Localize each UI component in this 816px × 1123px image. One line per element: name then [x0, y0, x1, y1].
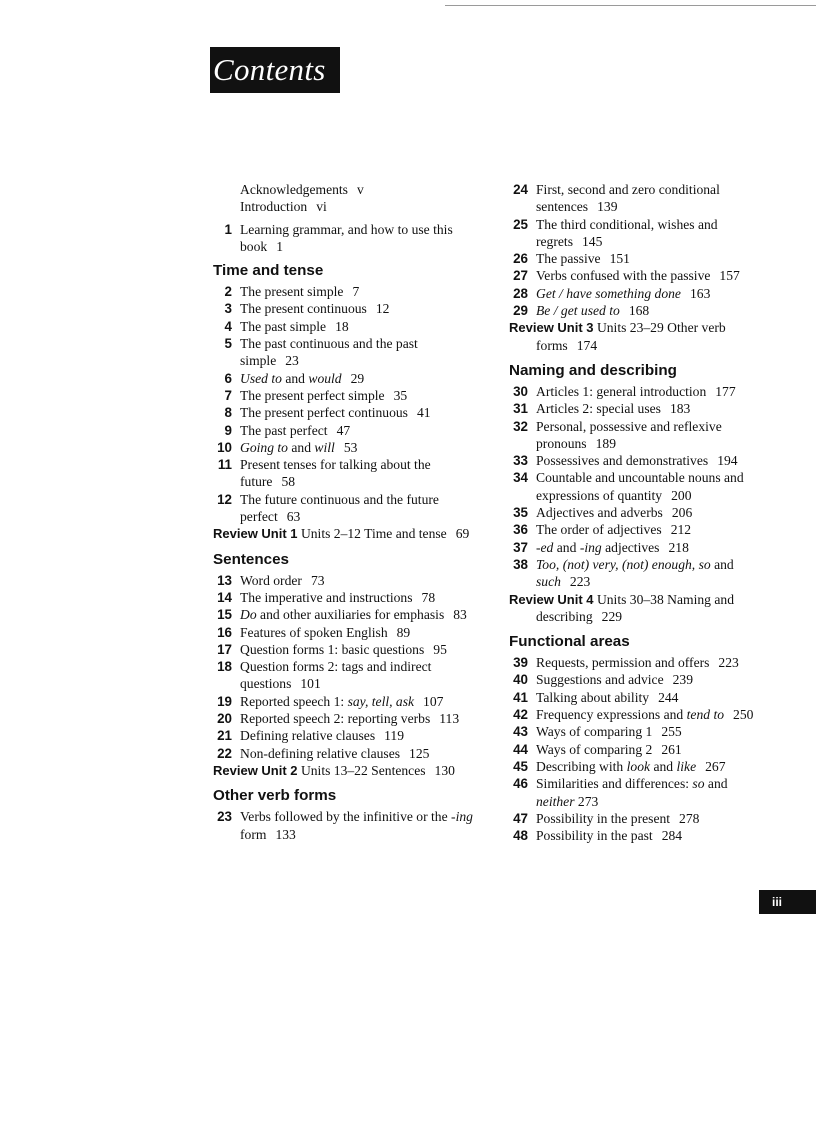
toc-entry-21: 21 Defining relative clauses 119: [217, 728, 405, 744]
prelim-acknowledgements: Acknowledgements v: [240, 182, 364, 197]
toc-entry-29: 29 Be / get used to 168: [513, 303, 650, 319]
toc-entry-44: 44 Ways of comparing 2 261: [513, 741, 682, 757]
toc-entry-23: 23 Verbs followed by the infinitive or the -ing form 133: [217, 809, 473, 842]
toc-entry-7: 7 The present perfect simple 35: [224, 387, 408, 403]
section-heading-naming-and-describing: Naming and describing: [509, 361, 677, 379]
toc-entry-3: 3 The present continuous 12: [224, 301, 390, 317]
toc-entry-36: 36 The order of adjectives 212: [513, 522, 692, 538]
toc-entry-47: 47 Possibility in the present 278: [513, 810, 700, 826]
toc-entry-46: 46 Similarities and differences: so and neither 273: [513, 776, 728, 809]
toc-entry-42: 42 Frequency expressions and tend to 250: [513, 707, 754, 723]
toc-entry-39: 39 Requests, permission and offers 223: [513, 655, 739, 671]
toc-entry-8: 8 The present perfect continuous 41: [224, 405, 431, 421]
toc-entry-9: 9 The past perfect 47: [224, 422, 351, 438]
toc-entry-13: 13 Word order 73: [217, 572, 325, 588]
toc-entry-35: 35 Adjectives and adverbs 206: [513, 505, 693, 521]
toc-entry-26: 26 The passive 151: [513, 251, 630, 267]
toc-entry-16: 16 Features of spoken English 89: [217, 624, 411, 640]
toc-entry-12: 12 The future continuous and the future perfect 63: [217, 491, 439, 525]
toc-entry-43: 43 Ways of comparing 1 255: [513, 724, 682, 740]
toc-entry-34: 34 Countable and uncountable nouns and expressions of quantity 200: [513, 470, 744, 503]
toc-entry-10: 10 Going to and will 53: [217, 439, 358, 455]
page-title: Contents: [210, 47, 340, 93]
toc-entry-25: 25 The third conditional, wishes and regrets 145: [513, 216, 718, 249]
toc-entry-20: 20 Reported speech 2: reporting verbs 113: [217, 711, 460, 727]
toc-entry-32: 32 Personal, possessive and reflexive pronouns 189: [513, 418, 722, 451]
toc-entry-14: 14 The imperative and instructions 78: [217, 589, 436, 605]
toc-entry-5: 5 The past continuous and the past simple 23: [224, 336, 418, 369]
toc-entry-48: 48 Possibility in the past 284: [513, 828, 683, 844]
toc-entry-40: 40 Suggestions and advice 239: [513, 672, 693, 688]
section-heading-sentences: Sentences: [213, 550, 289, 568]
review-unit-4: Review Unit 4 Units 30–38 Naming and describing 229: [509, 591, 734, 624]
toc-entry-2: 2 The present simple 7: [224, 284, 360, 300]
toc-entry-28: 28 Get / have something done 163: [513, 285, 711, 301]
toc-entry-6: 6 Used to and would 29: [224, 370, 365, 386]
toc-entry-33: 33 Possessives and demonstratives 194: [513, 453, 738, 469]
toc-entry-41: 41 Talking about ability 244: [513, 689, 679, 705]
toc-entry-24: 24 First, second and zero conditional sentences 139: [513, 182, 720, 215]
toc-entry-1: 1 Learning grammar, and how to use this book 1: [224, 221, 453, 254]
review-unit-2: Review Unit 2 Units 13–22 Sentences 130: [213, 762, 455, 778]
section-heading-time-and-tense: Time and tense: [213, 262, 324, 280]
section-heading-functional-areas: Functional areas: [509, 633, 630, 651]
toc-entry-38: 38 Too, (not) very, (not) enough, so and such 223: [513, 556, 734, 590]
toc-entry-15: 15 Do and other auxiliaries for emphasis 83: [217, 607, 467, 623]
toc-entry-18: 18 Question forms 2: tags and indirect questions 101: [217, 659, 432, 692]
contents-left-column: [213, 181, 493, 843]
toc-entry-22: 22 Non-defining relative clauses 125: [217, 745, 430, 761]
toc-entry-45: 45 Describing with look and like 267: [513, 758, 726, 774]
toc-entry-30: 30 Articles 1: general introduction 177: [513, 383, 736, 399]
review-unit-1: Review Unit 1 Units 2–12 Time and tense 69: [213, 526, 470, 542]
toc-entry-27: 27 Verbs confused with the passive 157: [513, 268, 740, 284]
contents-right-column: [509, 181, 809, 844]
top-rule: [445, 5, 816, 6]
toc-entry-4: 4 The past simple 18: [224, 318, 349, 334]
prelim-introduction: Introduction vi: [240, 199, 327, 215]
toc-entry-37: 37 -ed and -ing adjectives 218: [513, 539, 689, 555]
toc-entry-17: 17 Question forms 1: basic questions 95: [217, 641, 447, 657]
toc-entry-11: 11 Present tenses for talking about the future 58: [217, 457, 431, 490]
review-unit-3: Review Unit 3 Units 23–29 Other verb forms 174: [509, 320, 726, 353]
section-heading-other-verb-forms: Other verb forms: [213, 787, 337, 805]
toc-entry-19: 19 Reported speech 1: say, tell, ask 107: [217, 693, 444, 709]
toc-entry-31: 31 Articles 2: special uses 183: [513, 401, 691, 417]
page-number-tab: iii: [759, 890, 816, 914]
